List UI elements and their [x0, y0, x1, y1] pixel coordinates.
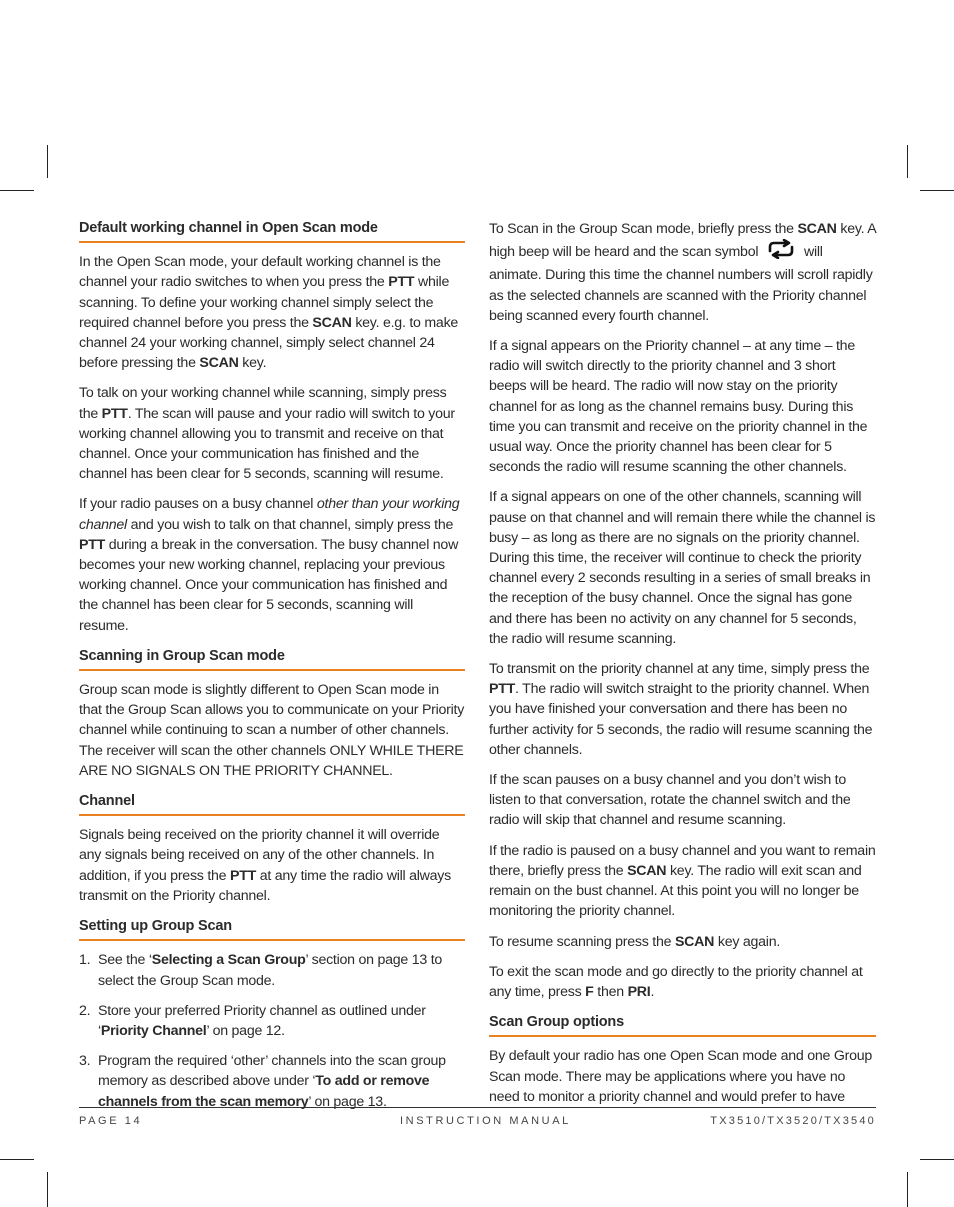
left-column	[79, 218, 465, 1122]
heading-channel: Channel	[79, 791, 465, 816]
heading-group-scan-mode: Scanning in Group Scan mode	[79, 646, 465, 671]
paragraph: To resume scanning press the SCAN key again.	[489, 933, 781, 950]
crop-mark	[907, 145, 908, 178]
paragraph: In the Open Scan mode, your default working channel is the channel your radio switches to when you press the PTT while scanning. To define your working channel simply select the required channel before you press the SCAN key. e.g. to make channel 24 your working channel, simply select channel 24 before pressing the SCAN key.	[79, 254, 459, 372]
paragraph: To exit the scan mode and go directly to the priority channel at any time, press F then PRI.	[489, 963, 863, 1000]
paragraph: To transmit on the priority channel at any time, simply press the PTT. The radio will switch straight to the priority channel. When you have finished your conversation and there has been no further activity for 5 seconds, the radio will resume scanning the other channels.	[489, 661, 873, 758]
paragraph: If the scan pauses on a busy channel and you don’t wish to listen to that conversation, rotate the channel switch and the radio will skip that channel and resume scanning.	[489, 772, 851, 829]
list-item: 3. Program the required ‘other’ channels into the scan group memory as described above under ‘To add or remove channels from the scan memory’ on page 13.	[79, 1053, 446, 1110]
crop-mark	[47, 1172, 48, 1207]
scan-cycle-icon	[764, 239, 798, 265]
paragraph: To talk on your working channel while scanning, simply press the PTT. The scan will pause and your radio will switch to your working channel allowing you to transmit and receive on that channel. Once your communication has finished and the channel has been clear for 5 seconds, scanning will resume.	[79, 385, 455, 483]
paragraph: By default your radio has one Open Scan mode and one Group Scan mode. There may be applications where you have no need to monitor a priority channel and would prefer to have	[489, 1048, 873, 1105]
list-item: 1. See the ‘Selecting a Scan Group’ section on page 13 to select the Group Scan mode.	[79, 952, 443, 989]
crop-mark	[920, 1159, 954, 1160]
footer-model-numbers: TX3510/TX3520/TX3540	[710, 1115, 876, 1127]
paragraph: To Scan in the Group Scan mode, briefly press the SCAN key. A high beep will be heard and the scan symbol will animate. During this time the channel numbers will scroll rapidly as the selected channels are scanned with the Priority channel being scanned every fourth channel.	[489, 221, 876, 324]
footer-manual-title: INSTRUCTION MANUAL	[400, 1115, 571, 1127]
crop-mark	[47, 145, 48, 178]
paragraph: Signals being received on the priority channel it will override any signals being received on any of the other channels. In addition, if you press the PTT at any time the radio will always transmit on the Priority channel.	[79, 827, 451, 904]
crop-mark	[0, 1159, 34, 1160]
steps-list	[79, 950, 465, 1111]
footer-page-number: PAGE 14	[79, 1115, 143, 1127]
crop-mark	[0, 190, 34, 191]
heading-default-working-channel: Default working channel in Open Scan mode	[79, 218, 465, 243]
footer-rule	[79, 1107, 876, 1108]
crop-mark	[920, 190, 954, 191]
list-item: 2. Store your preferred Priority channel as outlined under ‘Priority Channel’ on page 12.	[79, 1002, 426, 1039]
paragraph: If the radio is paused on a busy channel and you want to remain there, briefly press the SCAN key. The radio will exit scan and remain on the bust channel. At this point you will no longer be monitoring the priority channel.	[489, 842, 876, 920]
paragraph: If a signal appears on one of the other channels, scanning will pause on that channel and will remain there while the channel is busy – as long as there are no signals on the priority channel. During this time, the receiver will continue to check the priority channel every 2 seconds resulting in a series of small breaks in the reception of the busy channel. Once the signal has gone and there has been no activity on any channel for 5 seconds, the radio will resume scanning.	[489, 489, 876, 647]
paragraph: Group scan mode is slightly different to Open Scan mode in that the Group Scan allows you to communicate on your Priority channel while continuing to scan a number of other channels. The receiver will scan the other channels ONLY WHILE THERE ARE NO SIGNALS ON THE PRIORITY CHANNEL.	[79, 682, 465, 779]
crop-mark	[907, 1172, 908, 1207]
right-column	[489, 219, 876, 1117]
heading-scan-group-options: Scan Group options	[489, 1012, 876, 1037]
paragraph: If a signal appears on the Priority channel – at any time – the radio will switch directly to the priority channel and 3 short beeps will be heard. The radio will now stay on the priority channel for as long as the channel remains busy. During this time you can transmit and receive on the priority channel in the usual way. Once the priority channel has been clear for 5 seconds the radio will resume scanning the other channels.	[489, 338, 868, 476]
paragraph: If your radio pauses on a busy channel other than your working channel and you wish to talk on that channel, simply press the PTT during a break in the conversation. The busy channel now becomes your new working channel, replacing your previous working channel. Once your communication has finished and the channel has been clear for 5 seconds, scanning will resume.	[79, 496, 460, 634]
heading-setting-up-group-scan: Setting up Group Scan	[79, 916, 465, 941]
